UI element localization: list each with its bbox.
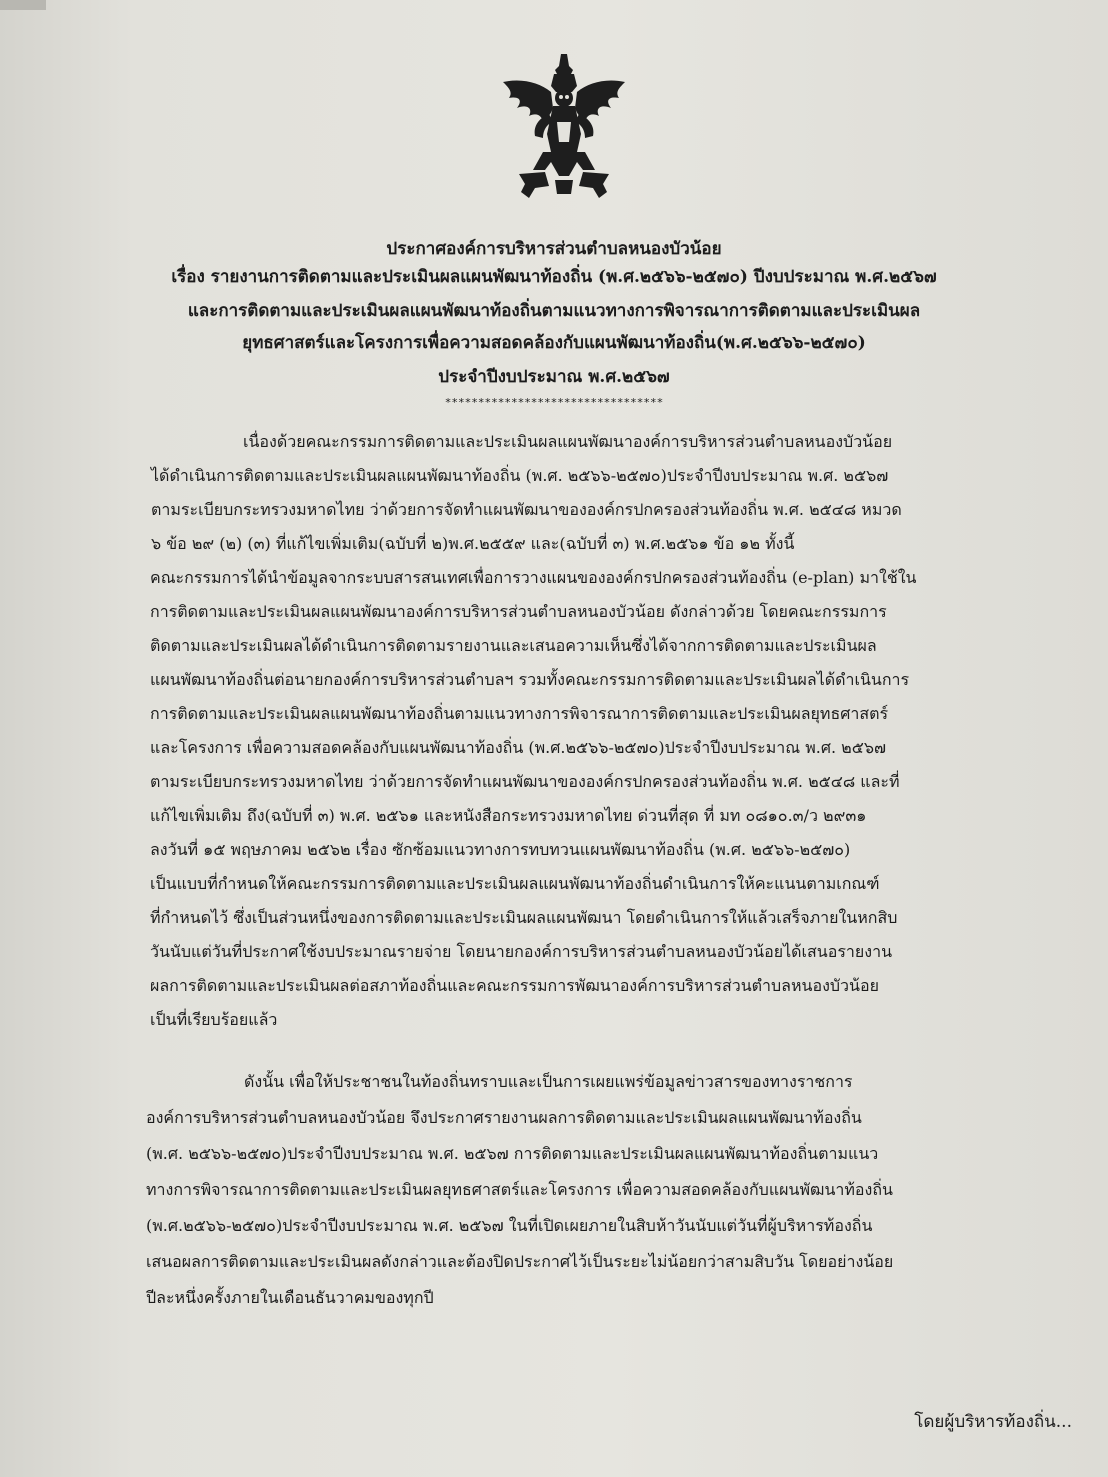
- body-line: ปีละหนึ่งครั้งภายในเดือนธันวาคมของทุกปี: [146, 1288, 434, 1307]
- body-line: เป็นที่เรียบร้อยแล้ว: [150, 1010, 278, 1029]
- announcement-title: ประกาศองค์การบริหารส่วนตำบลหนองบัวน้อย: [386, 239, 722, 259]
- signoff-continuation: โดยผู้บริหารท้องถิ่น...: [914, 1412, 1072, 1432]
- subject-line-continued: ยุทธศาสตร์และโครงการเพื่อความสอดคล้องกับแผนพัฒนาท้องถิ่น(พ.ศ.๒๕๖๖-๒๕๗๐): [242, 333, 866, 353]
- subject-line-continued: และการติดตามและประเมินผลแผนพัฒนาท้องถิ่นตามแนวทางการพิจารณาการติดตามและประเมินผล: [187, 301, 921, 321]
- body-line: ติดตามและประเมินผลได้ดำเนินการติดตามรายงานและเสนอความเห็นซึ่งได้จากการติดตามและประเมินผล: [150, 636, 877, 655]
- divider-stars: *********************************: [444, 396, 664, 409]
- body-line: (พ.ศ. ๒๕๖๖-๒๕๗๐)ประจำปีงบประมาณ พ.ศ. ๒๕๖๗ การติดตามและประเมินผลแผนพัฒนาท้องถิ่นตามแนว: [146, 1144, 879, 1163]
- body-line: การติดตามและประเมินผลแผนพัฒนาองค์การบริหารส่วนตำบลหนองบัวน้อย ดังกล่าวด้วย โดยคณะกรรมการ: [150, 602, 887, 621]
- body-line: และโครงการ เพื่อความสอดคล้องกับแผนพัฒนาท้องถิ่น (พ.ศ.๒๕๖๖-๒๕๗๐)ประจำปีงบประมาณ พ.ศ. ๒๕๖๗: [150, 738, 886, 757]
- fiscal-year-line: ประจำปีงบประมาณ พ.ศ.๒๕๖๗: [438, 367, 670, 387]
- body-line: ผลการติดตามและประเมินผลต่อสภาท้องถิ่นและคณะกรรมการพัฒนาองค์การบริหารส่วนตำบลหนองบัวน้อย: [150, 976, 879, 995]
- body-line: เสนอผลการติดตามและประเมินผลดังกล่าวและต้องปิดประกาศไว้เป็นระยะไม่น้อยกว่าสามสิบวัน โดยอย่างน้อย: [146, 1252, 894, 1271]
- body-line: ตามระเบียบกระทรวงมหาดไทย ว่าด้วยการจัดทำแผนพัฒนาขององค์กรปกครองส่วนท้องถิ่น พ.ศ. ๒๕๔๘ และที่: [150, 772, 900, 791]
- body-line: วันนับแต่วันที่ประกาศใช้งบประมาณรายจ่าย โดยนายกองค์การบริหารส่วนตำบลหนองบัวน้อยได้เสนอรายงาน: [150, 942, 892, 961]
- body-line: แผนพัฒนาท้องถิ่นต่อนายกองค์การบริหารส่วนตำบลฯ รวมทั้งคณะกรรมการติดตามและประเมินผลได้ดำเนินการ: [150, 670, 910, 689]
- body-line: ลงวันที่ ๑๕ พฤษภาคม ๒๕๖๒ เรื่อง ซักซ้อมแนวทางการทบทวนแผนพัฒนาท้องถิ่น (พ.ศ. ๒๕๖๖-๒๕๗๐): [150, 840, 851, 859]
- body-line: (พ.ศ.๒๕๖๖-๒๕๗๐)ประจำปีงบประมาณ พ.ศ. ๒๕๖๗ ในที่เปิดเผยภายในสิบห้าวันนับแต่วันที่ผู้บริหารท้องถิ่น: [146, 1216, 873, 1235]
- body-line: ทางการพิจารณาการติดตามและประเมินผลยุทธศาสตร์และโครงการ เพื่อความสอดคล้องกับแผนพัฒนาท้องถิ่น: [146, 1180, 893, 1199]
- body-line: ได้ดำเนินการติดตามและประเมินผลแผนพัฒนาท้องถิ่น (พ.ศ. ๒๕๖๖-๒๕๗๐)ประจำปีงบประมาณ พ.ศ. ๒๕๖๗: [151, 466, 889, 485]
- page-edge: [0, 0, 46, 10]
- body-line: องค์การบริหารส่วนตำบลหนองบัวน้อย จึงประกาศรายงานผลการติดตามและประเมินผลแผนพัฒนาท้องถิ่น: [146, 1108, 862, 1127]
- body-line: เนื่องด้วยคณะกรรมการติดตามและประเมินผลแผนพัฒนาองค์การบริหารส่วนตำบลหนองบัวน้อย: [243, 432, 893, 451]
- body-line: เป็นแบบที่กำหนดให้คณะกรรมการติดตามและประเมินผลแผนพัฒนาท้องถิ่นดำเนินการให้คะแนนตามเกณฑ์: [150, 874, 880, 893]
- body-line: ที่กำหนดไว้ ซึ่งเป็นส่วนหนึ่งของการติดตามและประเมินผลแผนพัฒนา โดยดำเนินการให้แล้วเสร็จภายในหกสิบ: [150, 908, 898, 927]
- body-line: แก้ไขเพิ่มเติม ถึง(ฉบับที่ ๓) พ.ศ. ๒๕๖๑ และหนังสือกระทรวงมหาดไทย ด่วนที่สุด ที่ มท ๐๘๑๐.๓/ว ๒๙๓๑: [150, 806, 867, 825]
- body-line: คณะกรรมการได้นำข้อมูลจากระบบสารสนเทศเพื่อการวางแผนขององค์กรปกครองส่วนท้องถิ่น (e-plan) มาใช้ใน: [150, 568, 917, 587]
- body-line: ดังนั้น เพื่อให้ประชาชนในท้องถิ่นทราบและเป็นการเผยแพร่ข้อมูลข่าวสารของทางราชการ: [244, 1072, 853, 1091]
- body-line: ๖ ข้อ ๒๙ (๒) (๓) ที่แก้ไขเพิ่มเติม(ฉบับที่ ๒)พ.ศ.๒๕๕๙ และ(ฉบับที่ ๓) พ.ศ.๒๕๖๑ ข้อ ๑๒ ทั้งนี้: [151, 534, 795, 553]
- garuda-emblem-icon: [499, 52, 629, 202]
- subject-line: เรื่อง รายงานการติดตามและประเมินผลแผนพัฒนาท้องถิ่น (พ.ศ.๒๕๖๖-๒๕๗๐) ปีงบประมาณ พ.ศ.๒๕๖๗: [171, 267, 937, 287]
- body-line: ตามระเบียบกระทรวงมหาดไทย ว่าด้วยการจัดทำแผนพัฒนาขององค์กรปกครองส่วนท้องถิ่น พ.ศ. ๒๕๔๘ หมวด: [151, 500, 902, 519]
- body-line: การติดตามและประเมินผลแผนพัฒนาท้องถิ่นตามแนวทางการพิจารณาการติดตามและประเมินผลยุทธศาสตร์: [150, 704, 889, 723]
